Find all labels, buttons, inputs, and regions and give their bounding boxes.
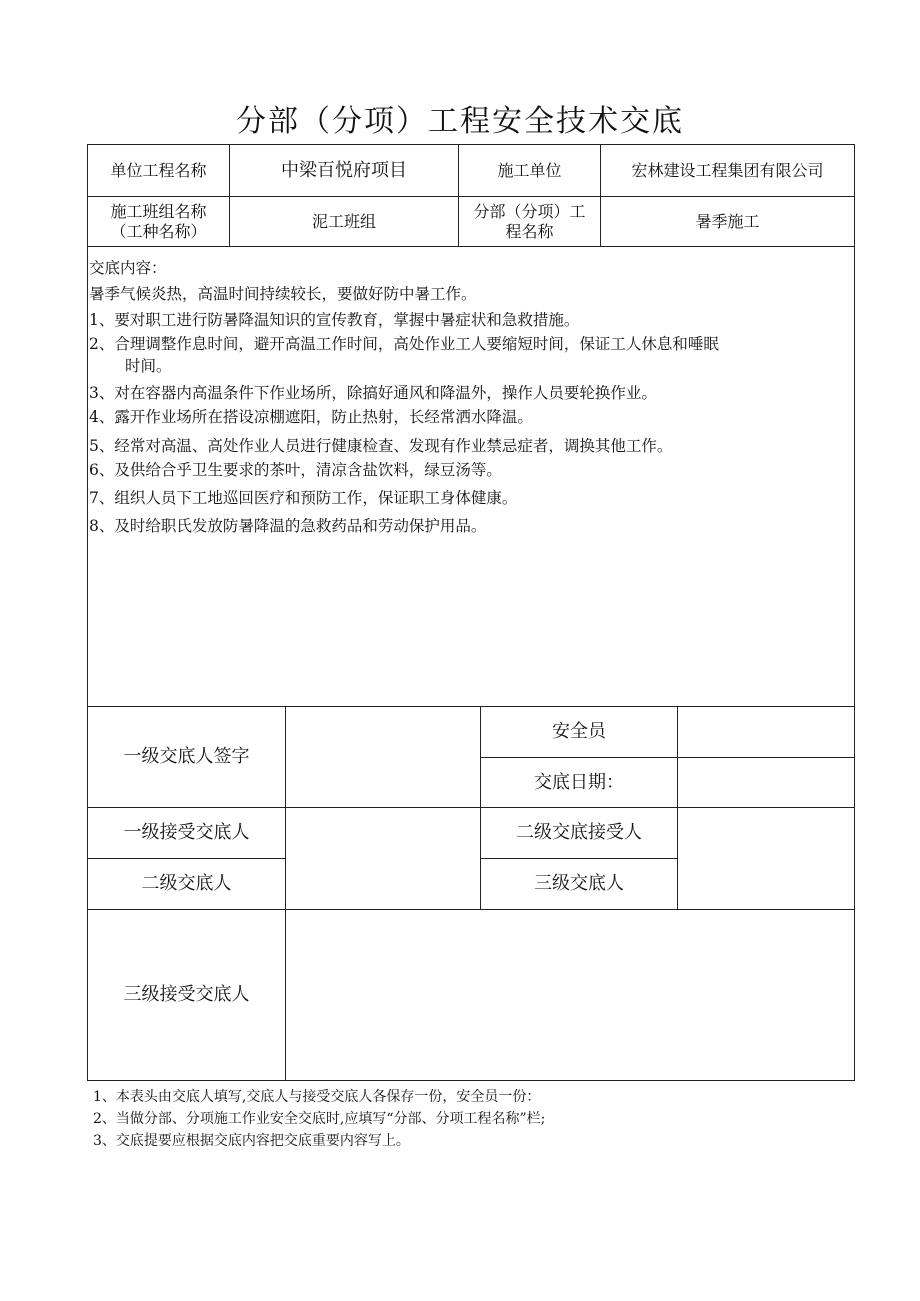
content-item: 8、及时给职氏发放防暑降温的急救药品和劳动保护用品。 — [89, 517, 487, 535]
content-item: 2、合理调整作息时间，避开高温工作时间，高处作业工人要缩短时间，保证工人休息和唾眠 — [89, 335, 719, 353]
team-label-line2: （工种名称） — [110, 221, 207, 241]
level3-receiver-field[interactable] — [286, 910, 854, 1080]
level2-signer-label: 二级交底人 — [141, 873, 232, 894]
level2-receiver-field[interactable] — [678, 808, 854, 909]
content-item-continuation: 时间。 — [125, 357, 172, 375]
date-field[interactable] — [678, 758, 854, 807]
team-value: 泥工班组 — [311, 211, 376, 231]
subproject-label-line2: 程名称 — [505, 221, 554, 241]
level1-signer-field[interactable] — [286, 707, 480, 807]
content-heading: 交底内容： — [89, 259, 167, 277]
level2-receiver-label: 二级交底接受人 — [516, 822, 642, 843]
level3-signer-label: 三级交底人 — [534, 873, 624, 894]
footnote: 3、交底提要应根据交底内容把交底重要内容写上。 — [93, 1133, 410, 1149]
unit-project-value: 中梁百悦府项目 — [281, 159, 407, 181]
subproject-label — [459, 197, 600, 246]
footnote: 1、本表头由交底人填写,交底人与接受交底人各保存一份，安全员一份： — [93, 1089, 541, 1105]
date-label: 交底日期： — [534, 771, 624, 793]
team-label — [88, 197, 229, 246]
safety-officer-field[interactable] — [678, 707, 854, 757]
subproject-label-line1: 分部（分项）工 — [473, 201, 586, 221]
content-item: 4、露开作业场所在搭设凉棚遮阳，防止热射，长经常洒水降温。 — [89, 408, 533, 426]
content-item: 7、组织人员下工地巡回医疗和预防工作，保证职工身体健康。 — [89, 489, 518, 507]
level3-receiver-label: 三级接受交底人 — [123, 984, 250, 1005]
content-item: 6、及供给合乎卫生要求的茶叶，清凉含盐饮料，绿豆汤等。 — [89, 461, 502, 479]
content-item: 1、要对职工进行防暑降温知识的宣传教育，掌握中暑症状和急救措施。 — [89, 311, 580, 329]
construction-unit-label: 施工单位 — [497, 160, 562, 180]
team-label-line1: 施工班组名称 — [110, 201, 207, 221]
safety-officer-label: 安全员 — [552, 721, 606, 742]
level1-receiver-label: 一级接受交底人 — [123, 822, 250, 843]
level1-receiver-field[interactable] — [286, 808, 480, 909]
construction-unit-value: 宏林建设工程集团有限公司 — [631, 160, 824, 180]
content-item: 5、经常对高温、高处作业人员进行健康检查、发现有作业禁忌症者，调换其他工作。 — [89, 437, 673, 455]
page-title: 分部（分项）工程安全技术交底 — [236, 104, 684, 139]
unit-project-label: 单位工程名称 — [110, 160, 207, 180]
content-item: 3、对在容器内高温条件下作业场所，除搞好通风和降温外，操作人员要轮换作业。 — [89, 384, 657, 402]
content-intro: 暑季气候炎热，高温时间持续较长，要做好防中暑工作。 — [89, 285, 477, 303]
footnote: 2、当做分部、分项施工作业安全交底时,应填写“分部、分项工程名称”栏; — [93, 1111, 546, 1127]
level1-signer-label: 一级交底人签字 — [123, 746, 250, 767]
subproject-value: 暑季施工 — [695, 211, 760, 231]
